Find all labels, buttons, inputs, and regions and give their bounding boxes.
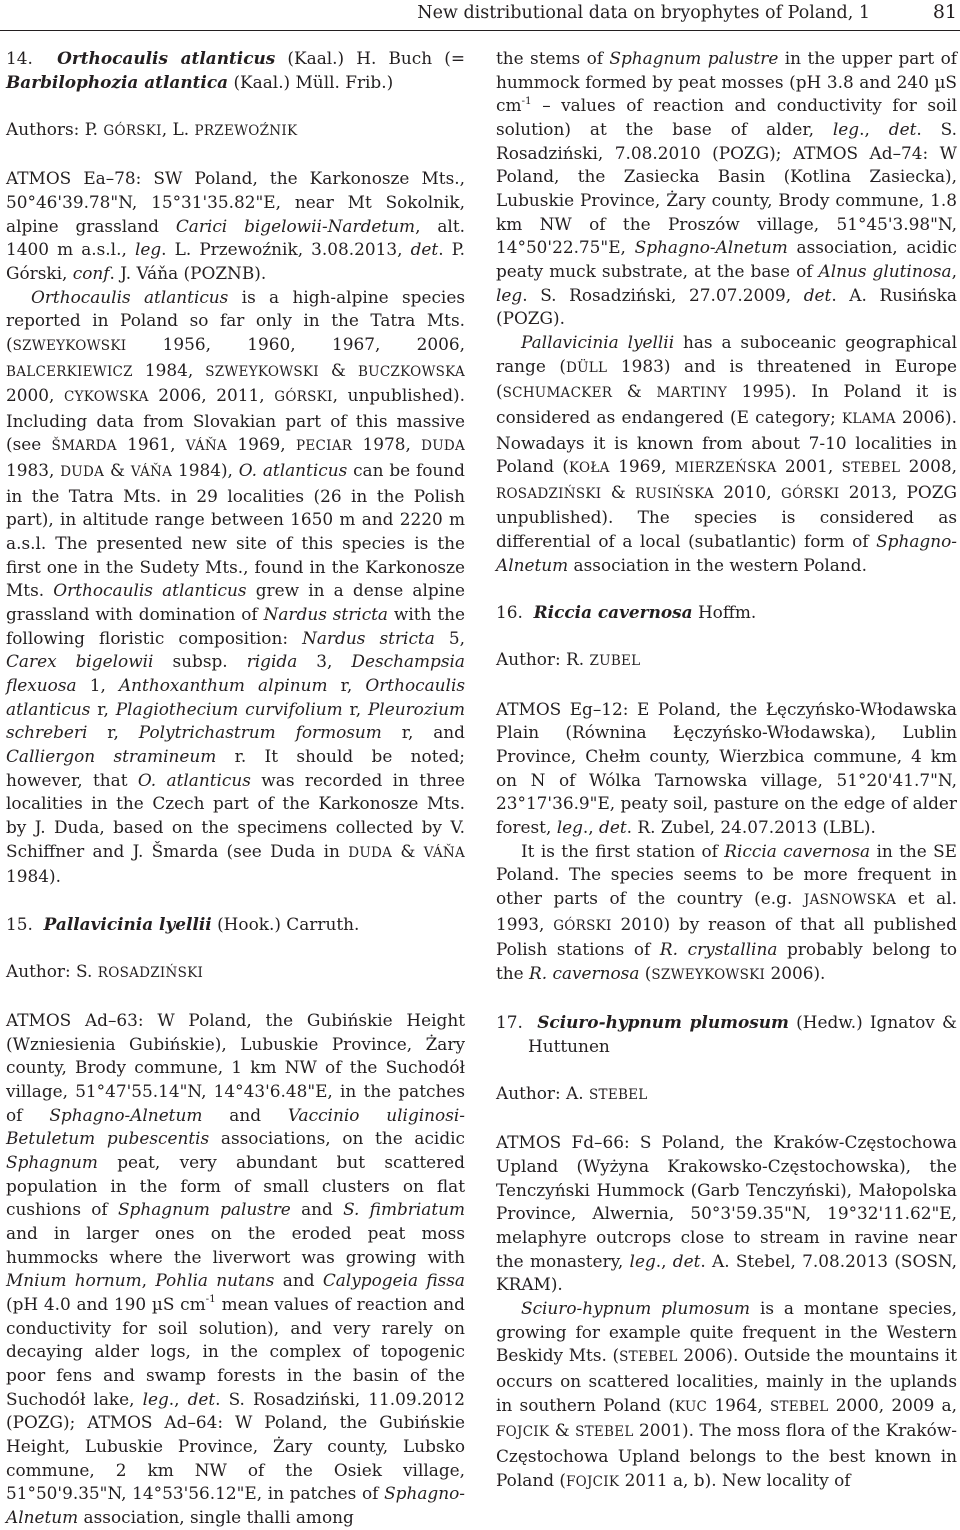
entry-15-discussion: Pallavicinia lyellii has a suboceanic geographical range (DÜLL 1983) and is threatened in Europe (SCHUMACKER & MARTINY 1995). In Poland it is considered as endangered (E category; KLAMA 2006). Nowadays it is known from about 7-10 localities in Poland (KOŁA 1969, MIERZEŃSKA 2001, STEBEL 2008, ROSADZIŃSKI & RUSIŃSKA 2010, GÓRSKI 2013, POZG unpublished). The species is considered as differential of a local (subatlantic) form of Sphagno-Alnetum association in the western Poland.	[496, 331, 958, 575]
entry-14-record: ATMOS Ea–78: SW Poland, the Karkonosze Mts., 50°46'39.78"N, 15°31'35.82"E, near Mt Sokolnik, alpine grassland Carici bigelowii-Nardetum, alt. 1400 m a.s.l., leg. L. Przewoźnik, 3.08.2013, det. P. Górski, conf. J. Váňa (POZNB).	[6, 168, 465, 283]
entry-15-taxon: Pallavicinia lyellii	[43, 913, 212, 934]
left-column	[6, 47, 465, 1530]
entry-16-author: Author: R. ZUBEL	[496, 649, 641, 670]
entry-17-discussion: Sciuro-hypnum plumosum is a montane species, growing for example quite frequent in the Western Beskidy Mts. (STEBEL 2006). Outside the mountains it occurs on scattered localities, mainly in the uplands in southern Poland (KUC 1964, STEBEL 2000, 2009 a, FOJCIK & STEBEL 2001). The moss flora of the Kraków-Częstochowa Upland belongs to the best known in Poland (FOJCIK 2011 a, b). New locality of	[496, 1298, 958, 1490]
entry-15-heading: 15. Pallavicinia lyellii (Hook.) Carruth.	[6, 913, 360, 934]
running-header	[0, 0, 960, 31]
right-column	[496, 47, 957, 1494]
entry-17-heading: 17. Sciuro-hypnum plumosum (Hedw.) Ignatov & Huttunen	[496, 1012, 957, 1056]
entry-14-discussion: Orthocaulis atlanticus is a high-alpine species reported in Poland so far only in the Tatra Mts. (SZWEYKOWSKI 1956, 1960, 1967, 2006, BALCERKIEWICZ 1984, SZWEYKOWSKI & BUCZKOWSKA 2000, CYKOWSKA 2006, 2011, GÓRSKI, unpublished). Including data from Slovakian part of this massive (see ŠMARDA 1961, VÁŇA 1969, PECIAR 1978, DUDA 1983, DUDA & VÁŇA 1984), O. atlanticus can be found in the Tatra Mts. in 29 localities (26 in the Polish part), in altitude range between 1650 m and 2220 m a.s.l. The presented new site of this species is the first one in the Sudety Mts., found in the Karkonosze Mts. Orthocaulis atlanticus grew in a dense alpine grassland with domination of Nardus stricta with the following floristic composition: Nardus stricta 5, Carex bigelowii subsp. rigida 3, Deschampsia flexuosa 1, Anthoxanthum alpinum r, Orthocaulis atlanticus r, Plagiothecium curvifolium r, Pleurozium schreberi r, Polytrichastrum formosum r, and Calliergon stramineum r. It should be noted; however, that O. atlanticus was recorded in three localities in the Czech part of the Karkonosze Mts. by J. Duda, based on the specimens collected by V. Schiffner and J. Šmarda (see Duda in DUDA & VÁŇA 1984).	[6, 286, 466, 887]
page-number: 81	[932, 1, 957, 23]
entry-15-author: Author: S. ROSADZIŃSKI	[6, 960, 204, 981]
entry-16-heading: 16. Riccia cavernosa Hoffm.	[496, 602, 757, 623]
entry-14-heading: 14. Orthocaulis atlanticus (Kaal.) H. Buch (= Barbilophozia atlantica (Kaal.) Müll. Frib.)	[6, 48, 465, 92]
entry-17-author: Author: A. STEBEL	[496, 1083, 648, 1104]
entry-14-taxon: Orthocaulis atlanticus	[57, 48, 276, 68]
entry-17-record: ATMOS Fd–66: S Poland, the Kraków-Częstochowa Upland (Wyżyna Krakowsko-Częstochowska), the Tenczyński Hummock (Garb Tenczyński), Małopolska Province, Alwernia, 50°3'59.35"N, 19°32'11.62"E, melaphyre outcrops close to stream in ravine near the monastery, leg., det. A. Stebel, 7.08.2013 (SOSN, KRAM).	[496, 1132, 957, 1295]
entry-16-record: ATMOS Eg–12: E Poland, the Łęczyńsko-Włodawska Plain (Równina Łęczyńsko-Włodawska), Lublin Province, Chełm county, Wierzbica commune, 4 km on N of Wólka Tarnowska village, 51°20'41.7"N, 23°17'36.9"E, peaty soil, pasture on the edge of alder forest, leg., det. R. Zubel, 24.07.2013 (LBL).	[496, 698, 957, 837]
entry-14-authors: Authors: P. GÓRSKI, L. PRZEWOŹNIK	[6, 118, 298, 139]
entry-17-taxon: Sciuro-hypnum plumosum	[537, 1012, 789, 1033]
entry-15-record-continued: the stems of Sphagnum palustre in the upper part of hummock formed by peat mosses (pH 3.8 and 240 µS $cm^{-1}$ – values of reaction and conductivity for soil solution) at the base of alder, leg., det. S. Rosadziński, 7.08.2010 (POZG); ATMOS Ad–74: W Poland, the Zasiecka Basin (Kotlina Zasiecka), Lubuskie Province, Żary county, Brody commune, 1.8 km NW of the Proszów village, 51°45'3.98"N, 14°50'22.75"E, Sphagno-Alnetum association, acidic peaty muck substrate, at the base of Alnus glutinosa, leg. S. Rosadziński, 27.07.2009, det. A. Rusińska (POZG).	[496, 48, 958, 329]
entry-16-taxon: Riccia cavernosa	[533, 602, 693, 623]
entry-15-record: ATMOS Ad–63: W Poland, the Gubińskie Height (Wzniesienia Gubińskie), Lubuskie Province, Żary county, Brody commune, 1 km NW of the Suchodół village, 51°47'55.14"N, 14°43'6.48"E, in the patches of Sphagno-Alnetum and Vaccinio uliginosi-Betuletum pubescentis associations, on the acidic Sphagnum peat, very abundant but scattered population in the form of small clusters on flat cushions of Sphagnum palustre and S. fimbriatum and in larger ones on the eroded peat moss hummocks where the liverwort was growing with Mnium hornum, Pohlia nutans and Calypogeia fissa (pH 4.0 and 190 µS $cm^{-1}$ mean values of reaction and conductivity for soil solution), and very rarely on decaying alder logs, in the complex of topogenic poor fens and swamp forests in the basin of the Suchodół lake, leg., det. S. Rosadziński, 11.09.2012 (POZG); ATMOS Ad–64: W Poland, the Gubińskie Height, Lubuskie Province, Żary county, Lubsko commune, 2 km NW of the Osiek village, 51°50'9.35"N, 14°53'56.12"E, in patches of Sphagno-Alnetum association, single thalli among	[6, 1010, 466, 1527]
entry-16-discussion: It is the first station of Riccia cavernosa in the SE Poland. The species seems to be more frequent in other parts of the country (e.g. JASNOWSKA et al. 1993, GÓRSKI 2010) by reason of that all published Polish stations of R. crystallina probably belong to the R. cavernosa (SZWEYKOWSKI 2006).	[496, 840, 957, 983]
running-title: New distributional data on bryophytes of Poland, 1	[417, 3, 870, 23]
